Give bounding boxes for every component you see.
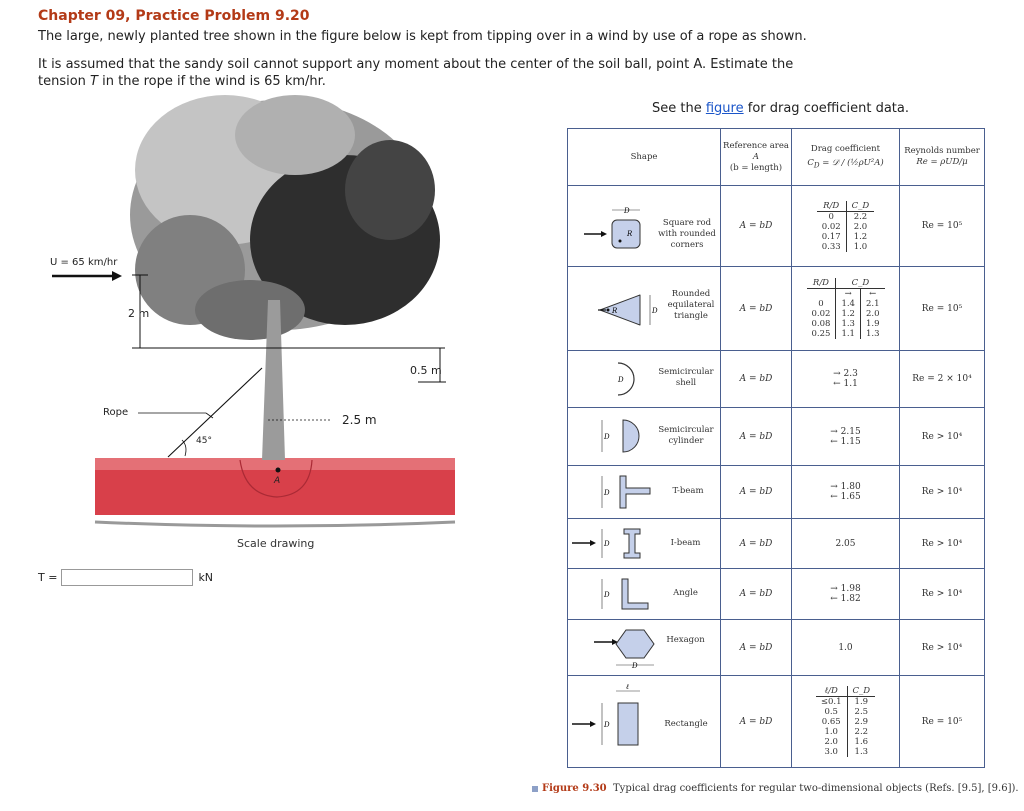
table-row [568,408,984,466]
rope-label: Rope [103,407,129,418]
cd-values: R/D C_D → ← 0 1.4 2.1 0.02 1.2 2.0 0.08 1.3 1.9 0.25 1.1 1.3 [792,267,899,350]
svg-text:D: D [604,721,610,729]
svg-text:R: R [612,307,618,315]
table-header [568,129,984,186]
reynolds-value: Re > 10⁴ [921,538,963,549]
reynolds-value: Re > 10⁴ [921,589,963,599]
header-drag: Drag coefficient $C_D$ = 𝒟 / (½ρU²A) [807,143,884,170]
tension-variable: T [90,74,98,89]
problem-text-a: It is assumed that the sandy soil cannot support any moment about the center of the soil ball, point A. Estimate the tension [38,57,794,89]
table-row [568,267,984,351]
table-row [568,676,984,767]
table-row [568,620,984,676]
cd-values: → 2.15 ← 1.15 [830,426,861,447]
ref-area: A = bD [739,487,773,497]
see-figure-prefix: See the [652,101,706,116]
reynolds-value: Re = 10⁵ [921,221,963,231]
shape-name: Square rod with rounded corners [658,218,716,250]
svg-text:D: D [604,540,610,548]
cd-values: ℓ/D C_D ≤0.1 1.9 0.5 2.5 0.65 2.9 1.0 2.2 2.0 1.6 3.0 1.3 [792,676,899,767]
cd-values: → 1.80 ← 1.65 [830,482,861,502]
shape-name: T-beam [672,486,704,496]
shape-name: Semicircular cylinder [658,425,714,446]
shape-name: Hexagon [666,635,705,645]
ref-area: A = bD [739,716,773,727]
problem-title: Chapter 09, Practice Problem 9.20 [38,8,310,24]
wind-label: U = 65 km/hr [50,257,118,268]
table-row [568,519,984,569]
point-a-label: A [274,476,281,486]
ref-area: A = bD [739,431,773,442]
drag-coefficient-table [567,128,985,768]
tree-figure [0,0,480,560]
header-shape: Shape [630,151,658,162]
table-row [568,466,984,519]
hexagon-icon [568,620,720,675]
answer-unit: kN [198,571,214,584]
ref-area: A = bD [739,303,773,314]
cd-values: 2.05 [835,538,856,549]
see-figure-suffix: for drag coefficient data. [743,101,910,116]
svg-text:D: D [604,433,610,441]
shape-name: I-beam [670,538,701,548]
dim-0-5m: 0.5 m [410,364,442,377]
figure-label: Figure 9.30 [542,783,607,794]
svg-text:R: R [627,230,633,238]
table-row [568,351,984,408]
reynolds-value: Re > 10⁴ [921,431,963,442]
shape-name: Rounded equilateral triangle [667,289,715,321]
shape-name: Semicircular shell [658,367,714,388]
header-ref-area: Reference area A (b = length) [723,140,789,173]
svg-text:D: D [652,307,658,315]
see-figure-note [652,101,909,116]
figure-link[interactable]: figure [705,101,744,116]
ref-area: A = bD [739,642,773,653]
svg-text:D: D [618,376,624,384]
reynolds-value: Re = 10⁵ [921,303,963,314]
table-row [568,186,984,267]
cd-values: R/D C_D 0 2.2 0.02 2.0 0.17 1.2 0.33 1.0 [792,186,899,266]
shape-name: Rectangle [664,719,708,729]
figure-caption-text: Typical drag coefficients for regular two-dimensional objects (Refs. [9.5], [9.6]). [613,783,1019,794]
answer-label: T = [38,571,58,584]
reynolds-value: Re > 10⁴ [921,642,963,653]
cd-values: → 2.3 ← 1.1 [833,369,858,389]
svg-text:D: D [604,489,610,497]
tree-canopy [130,95,440,340]
angle-label: 45° [196,436,212,446]
rope [168,368,262,457]
cd-values: 1.0 [838,642,853,653]
point-a-dot [276,468,281,473]
ref-area: A = bD [739,589,773,599]
problem-line-1: The large, newly planted tree shown in the figure below is kept from tipping over in a wind by use of a rope as shown. [38,29,807,44]
ref-area: A = bD [739,538,773,549]
shape-name: Angle [673,588,698,598]
scale-drawing-caption: Scale drawing [237,537,315,550]
tension-input[interactable] [61,569,193,586]
reynolds-value: Re = 2 × 10⁴ [912,374,972,384]
svg-text:D: D [624,207,630,215]
ref-area: A = bD [739,221,773,231]
svg-text:D: D [632,662,638,670]
cd-values: → 1.98 ← 1.82 [830,584,861,604]
ground-line [95,522,455,526]
table-row [568,569,984,620]
svg-text:ℓ: ℓ [626,683,629,691]
dim-2-5m: 2.5 m [342,413,377,427]
dim-2m: 2 m [128,307,150,320]
problem-text-b: in the rope if the wind is 65 km/hr. [98,74,326,89]
answer-row [38,569,213,586]
svg-text:D: D [604,591,610,599]
reynolds-value: Re = 10⁵ [921,716,963,727]
header-reynolds: Reynolds number Re = ρUD/μ [904,146,980,167]
reynolds-value: Re > 10⁴ [921,487,963,497]
figure-caption [532,783,1019,794]
ref-area: A = bD [739,374,773,384]
